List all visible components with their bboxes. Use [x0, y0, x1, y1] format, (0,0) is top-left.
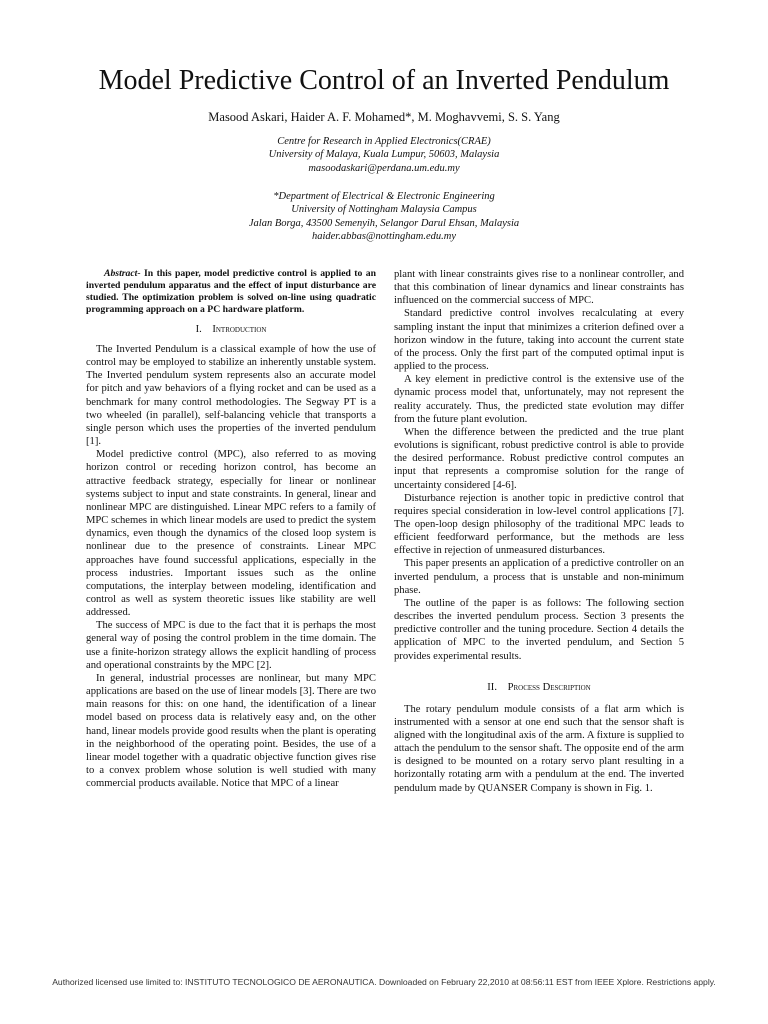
author-list: Masood Askari, Haider A. F. Mohamed*, M. Moghavvemi, S. S. Yang [208, 110, 560, 124]
abstract-label: Abstract- [104, 268, 141, 279]
body-paragraph: plant with linear constraints gives rise to a nonlinear controller, and that this combination of linear dynamics and linear constraints has influenced on the commercial success of MPC. [394, 269, 684, 307]
intro-paragraph: The Inverted Pendulum is a classical example of how the use of control may be employed to stabilize an inherently unstable system. The Inverted pendulum system represents also an accurate model for pitch and yaw behaviors of a flying rocket and can be used as a benchmark for many control methodologies. The Segway PT is a two wheeled (in parallel), self-balancing vehicle that transports a single person which uses the properties of the inverted pendulum [1]. [86, 344, 376, 448]
affiliation-line: University of Malaya, Kuala Lumpur, 50603, Malaysia [268, 149, 500, 161]
body-paragraph: The rotary pendulum module consists of a flat arm which is instrumented with a sensor at one end such that the sensor shaft is aligned with the longitudinal axis of the arm. A fixture is supplied to attach the pendulum to the sensor shaft. The opposite end of the arm is designed to be mounted on a rotary servo plant resulting in a horizontally rotating arm with a pendulum at the end. The inverted pendulum made by QUANSER Company is shown in Fig. 1. [394, 703, 684, 794]
affiliation-crae [0, 135, 768, 175]
body-paragraph: When the difference between the predicted and the true plant evolutions is significant, robust predictive control is able to provide the desired performance. Robust predictive control computes an input that represents a compromise solution for the range of uncertainty considered [4-6]. [394, 426, 684, 491]
affiliation-line: University of Nottingham Malaysia Campus [291, 204, 477, 216]
license-footer: Authorized licensed use limited to: INSTITUTO TECNOLOGICO DE AERONAUTICA. Downloaded on February 22,2010 at 08:56:11 EST from IEEE Xplore. Restrictions apply. [52, 977, 716, 987]
affiliation-email: haider.abbas@nottingham.edu.my [311, 231, 457, 243]
affiliation-line: *Department of Electrical & Electronic Engineering [273, 191, 495, 202]
section-heading-process-description [394, 681, 684, 695]
section-heading-introduction [86, 323, 376, 337]
left-column [86, 268, 376, 790]
intro-paragraph: In general, industrial processes are nonlinear, but many MPC applications are based on the use of linear models [3]. There are two main reasons for this: on one hand, the identification of a linear model based on process data is relatively easy and, on the other hand, linear models provide good results when the plant is operating in the neighborhood of the operating point. Besides, the use of a linear model together with a quadratic objective function gives rise to a convex problem whose solution is well studied with many commercial products available. Notice that MPC of a linear [86, 672, 376, 790]
section-number: II. [487, 681, 497, 693]
affiliation-line: Jalan Borga, 43500 Semenyih, Selangor Darul Ehsan, Malaysia [248, 217, 520, 229]
body-paragraph: This paper presents an application of a predictive controller on an inverted pendulum, a process that is unstable and non-minimum phase. [394, 558, 684, 596]
affiliation-email: masoodaskari@perdana.um.edu.my [308, 162, 460, 174]
section-title: Introduction [212, 324, 267, 335]
paper-title: Model Predictive Control of an Inverted Pendulum [98, 65, 670, 96]
intro-paragraph: Model predictive control (MPC), also referred to as moving horizon control or receding horizon control, has become an attractive feedback strategy, especially for linear or nonlinear systems subject to input and state constraints. In general, linear and nonlinear MPC are distinguished. Linear MPC refers to a family of MPC schemes in which linear models are used to predict the system dynamics, even though the dynamics of the closed loop system is nonlinear due to the presence of constraints. Linear MPC approaches have found successful applications, especially in the process industries. Important issues such as the online computations, the interplay between modeling, identification and control as well as system theoretic issues like stability are well addressed. [86, 449, 376, 619]
abstract [86, 268, 376, 316]
body-paragraph: Disturbance rejection is another topic in predictive control that requires special consideration in low-level control applications [7]. The open-loop design philosophy of the traditional MPC leads to efficient feedforward performance, but the methods are less effective in rejection of unmeasured disturbances. [394, 492, 684, 557]
body-paragraph: Standard predictive control involves recalculating at every sampling instant the input that minimizes a criterion defined over a horizon window in the future, taking into account the current state of the process. Only the first part of the computed optimal input is applied to the process. [394, 308, 684, 373]
intro-paragraph: The success of MPC is due to the fact that it is perhaps the most general way of posing the control problem in the time domain. The use a finite-horizon strategy allows the explicit handling of process and operational constraints by the MPC [2]. [86, 620, 376, 671]
affiliation-line: Centre for Research in Applied Electronics(CRAE) [277, 136, 491, 147]
abstract-text: In this paper, model predictive control is applied to an inverted pendulum apparatus and the effect of input disturbance are studied. The optimization problem is solved on-line using quadratic programming approach on a PC hardware platform. [86, 268, 376, 315]
affiliation-nottingham [0, 190, 768, 244]
section-number: I. [195, 324, 202, 335]
section-title: Process Description [507, 681, 591, 693]
body-paragraph: The outline of the paper is as follows: The following section describes the inverted pendulum process. Section 3 presents the predictive controller and the tuning procedure. Section 4 details the application of MPC to the inverted pendulum, and Section 5 provides experimental results. [394, 597, 684, 662]
right-column [394, 268, 684, 795]
body-paragraph: A key element in predictive control is the extensive use of the dynamic process model that, unfortunately, may not represent the reality accurately. Thus, the predicted state evolution may differ from the future plant evolution. [394, 374, 684, 425]
